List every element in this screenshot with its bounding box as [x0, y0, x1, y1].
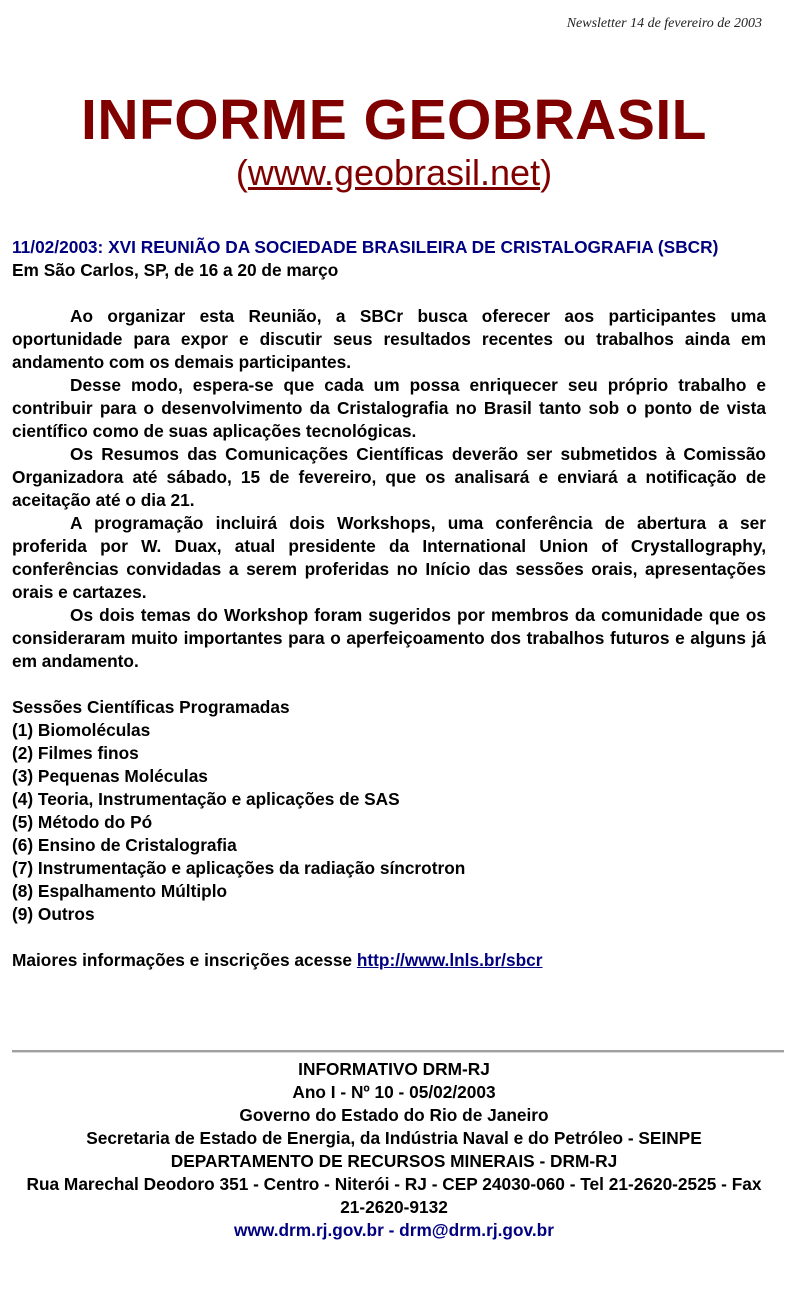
- footer-contact[interactable]: www.drm.rj.gov.br - drm@drm.rj.gov.br: [234, 1220, 554, 1240]
- session-item: (9) Outros: [12, 904, 95, 924]
- session-item: (8) Espalhamento Múltiplo: [12, 881, 228, 901]
- footer-line: Secretaria de Estado de Energia, da Indústria Naval e do Petróleo - SEINPE: [86, 1128, 702, 1148]
- session-item: (4) Teoria, Instrumentação e aplicações de SAS: [12, 789, 400, 809]
- article-paragraph: Os Resumos das Comunicações Científicas deverão ser submetidos à Comissão Organizadora até sábado, 15 de fevereiro, que os analisará e enviará a notificação de aceitação até o dia 21.: [12, 444, 766, 510]
- masthead-url-open: (: [235, 152, 248, 193]
- footer-line: DEPARTAMENTO DE RECURSOS MINERAIS - DRM-RJ: [170, 1151, 618, 1171]
- sessions-list: [12, 696, 766, 926]
- article-paragraph: Os dois temas do Workshop foram sugeridos por membros da comunidade que os consideraram muito importantes para o aperfeiçoamento dos trabalhos futuros e alguns já em andamento.: [12, 605, 766, 671]
- article-paragraph: A programação incluirá dois Workshops, uma conferência de abertura a ser proferida por W. Duax, atual presidente da International Union of Crystallography, conferências convidadas a serem proferidas no Início das sessões orais, apresentações orais e cartazes.: [12, 513, 766, 602]
- masthead: [0, 88, 788, 194]
- session-item: (5) Método do Pó: [12, 812, 153, 832]
- footer-divider: [12, 1050, 784, 1053]
- sessions-title: Sessões Científicas Programadas: [12, 697, 290, 717]
- footer-address: Rua Marechal Deodoro 351 - Centro - Niterói - RJ - CEP 24030-060 - Tel 21-2620-2525 - Fax 21-2620-9132: [26, 1174, 762, 1217]
- masthead-url-link[interactable]: www.geobrasil.net: [247, 152, 541, 193]
- session-item: (7) Instrumentação e aplicações da radiação síncrotron: [12, 858, 466, 878]
- footer-line: INFORMATIVO DRM-RJ: [298, 1059, 490, 1079]
- article-heading: 11/02/2003: XVI REUNIÃO DA SOCIEDADE BRASILEIRA DE CRISTALOGRAFIA (SBCR): [12, 237, 719, 257]
- masthead-title: INFORME GEOBRASIL: [80, 88, 707, 152]
- article: [12, 236, 766, 972]
- session-item: (6) Ensino de Cristalografia: [12, 835, 237, 855]
- newsletter-date: Newsletter 14 de fevereiro de 2003: [566, 16, 762, 31]
- article-paragraph: Ao organizar esta Reunião, a SBCr busca oferecer aos participantes uma oportunidade para expor e discutir seus resultados recentes ou trabalhos ainda em andamento com os demais participantes.: [12, 306, 766, 372]
- session-item: (1) Biomoléculas: [12, 720, 151, 740]
- footer-line: Ano I - Nº 10 - 05/02/2003: [292, 1082, 496, 1102]
- masthead-url-line: [0, 152, 788, 194]
- article-paragraph: Desse modo, espera-se que cada um possa enriquecer seu próprio trabalho e contribuir para o desenvolvimento da Cristalografia no Brasil tanto sob o ponto de vista científico como de suas aplicações tecnológicas.: [12, 375, 766, 441]
- footer: [0, 1058, 788, 1242]
- article-subheading: Em São Carlos, SP, de 16 a 20 de março: [12, 260, 339, 280]
- session-item: (3) Pequenas Moléculas: [12, 766, 208, 786]
- masthead-url-close: ): [540, 152, 553, 193]
- sbcr-link[interactable]: http://www.lnls.br/sbcr: [356, 950, 543, 970]
- info-line: [12, 949, 766, 972]
- session-item: (2) Filmes finos: [12, 743, 139, 763]
- footer-line: Governo do Estado do Rio de Janeiro: [239, 1105, 549, 1125]
- info-text: Maiores informações e inscrições acesse: [12, 950, 357, 970]
